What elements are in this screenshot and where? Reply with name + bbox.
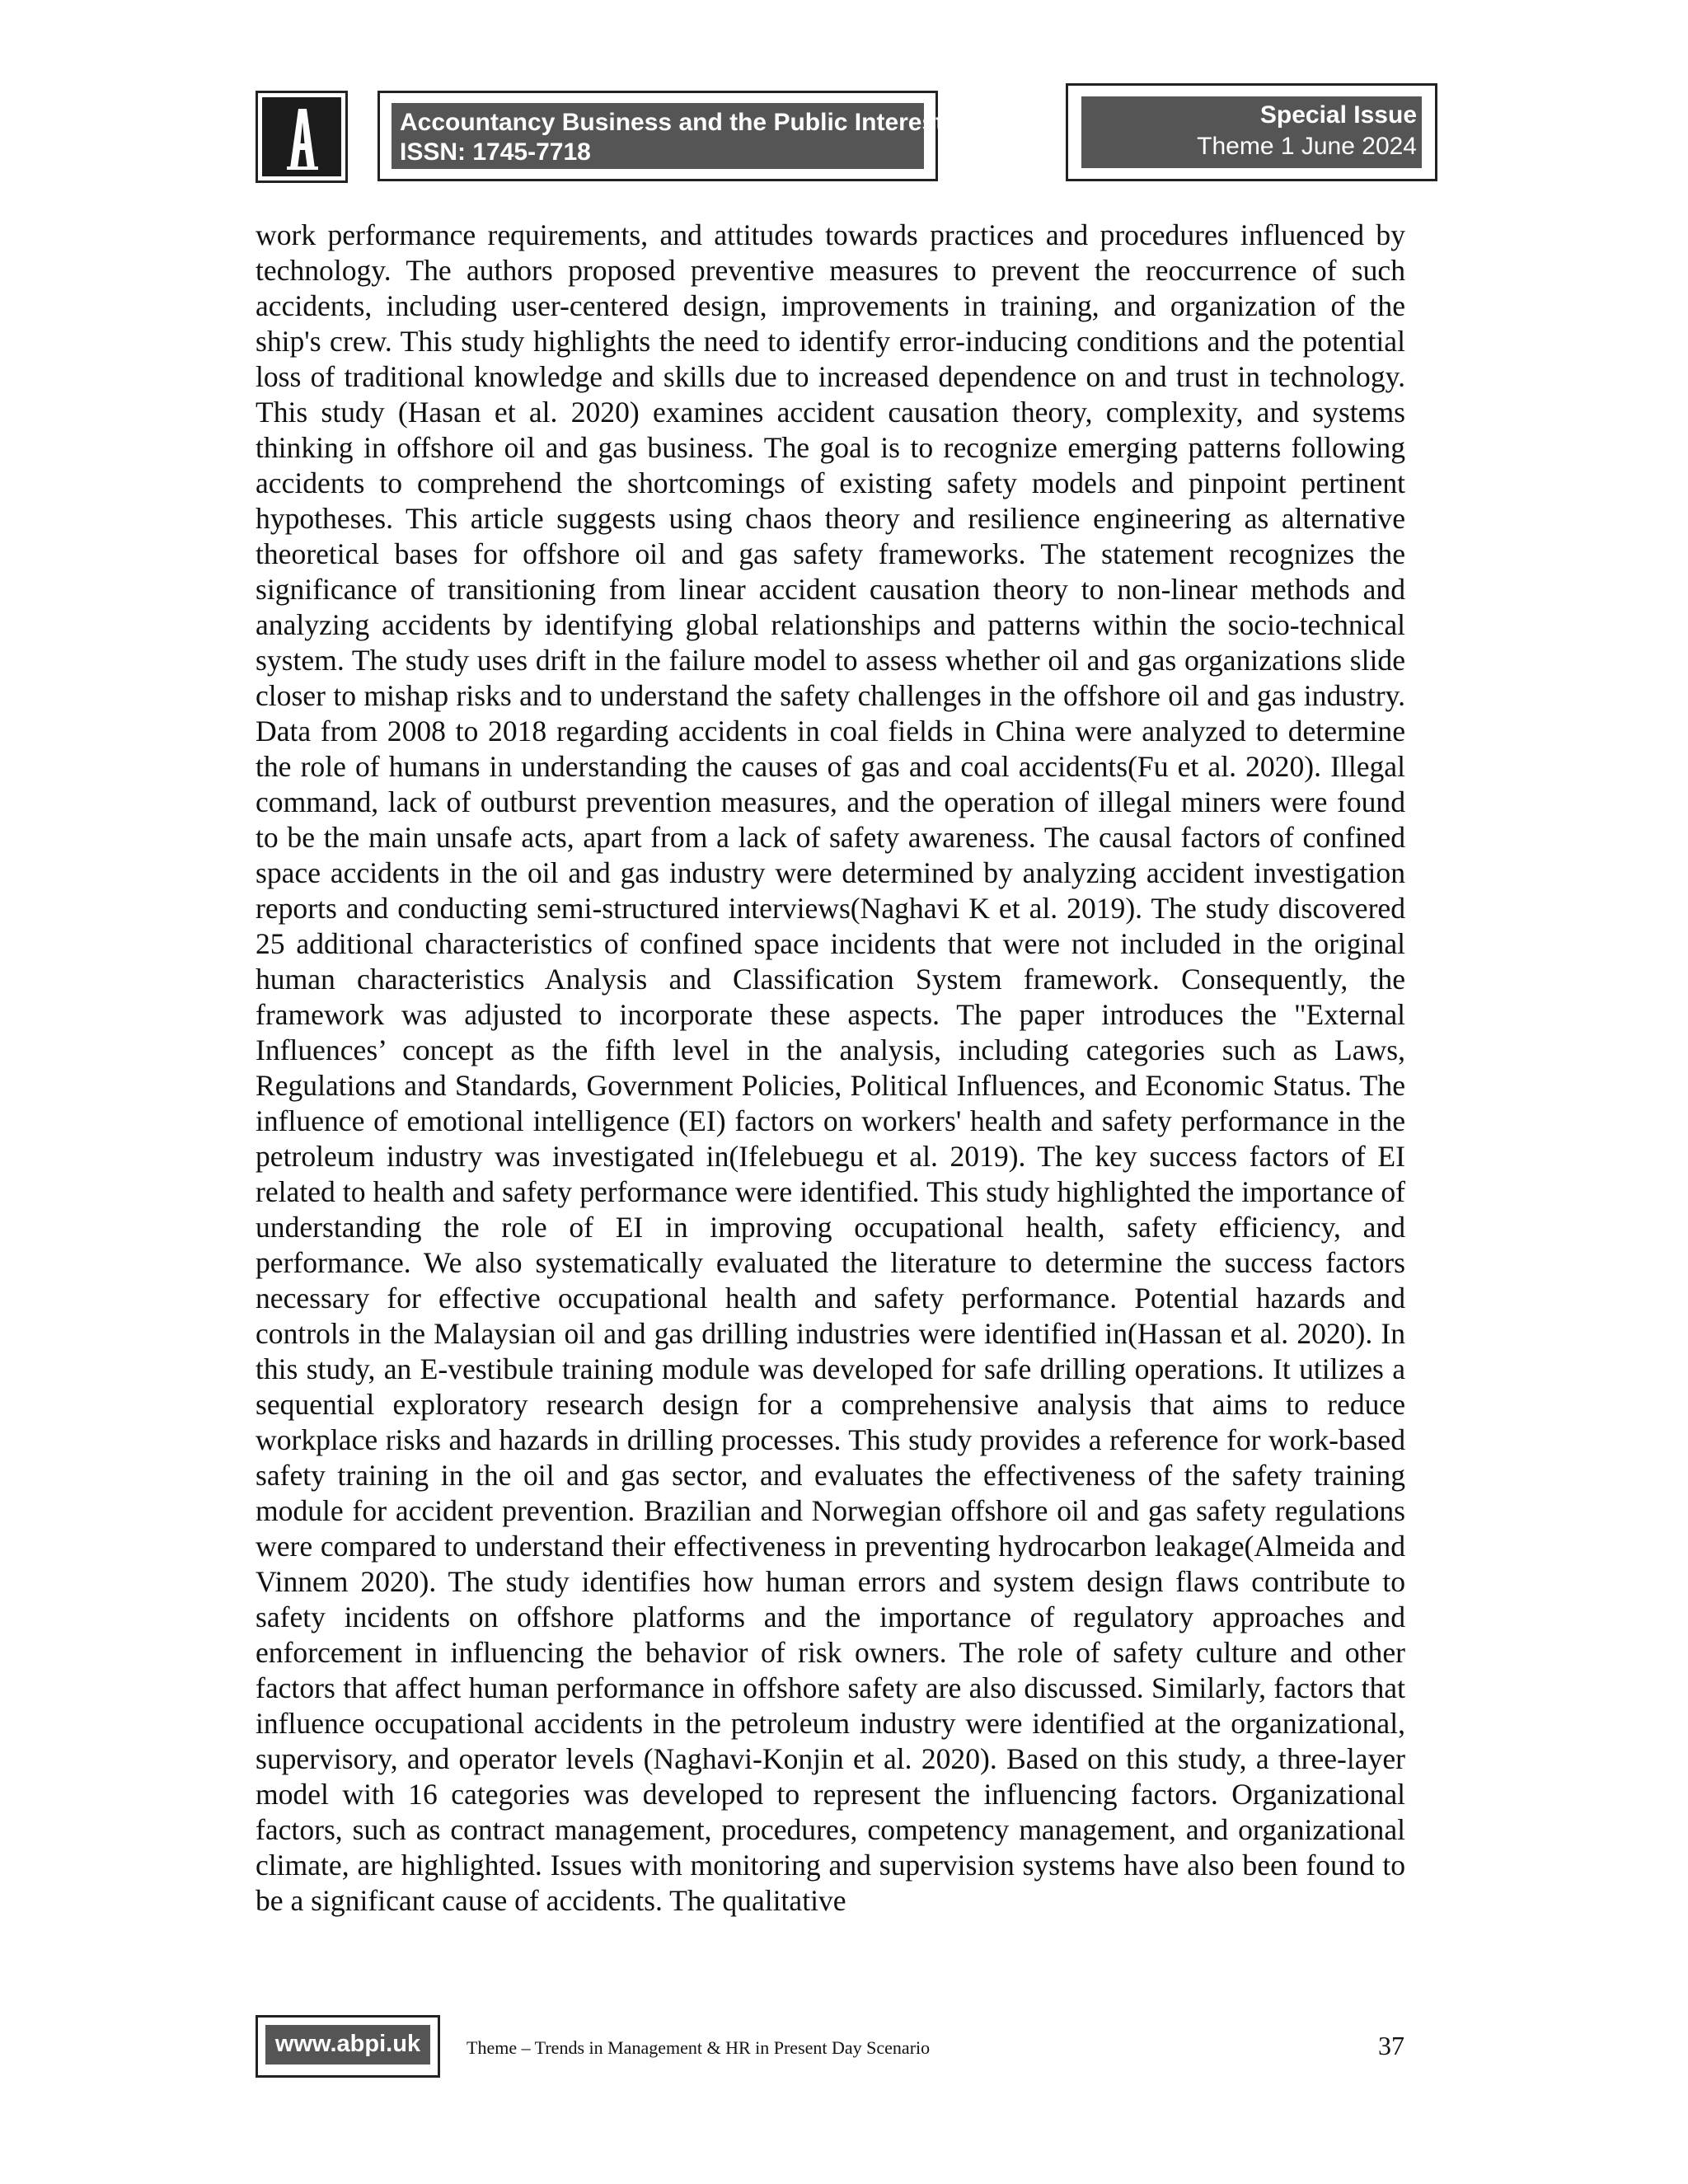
website-badge: [256, 2015, 440, 2078]
journal-title-box: [377, 91, 945, 181]
issue-info-box: [1066, 83, 1437, 181]
journal-logo: [256, 91, 348, 183]
article-body: [256, 218, 1405, 1919]
website-link[interactable]: www.abpi.uk: [265, 2025, 430, 2064]
body-paragraph: work performance requirements, and attitudes towards practices and procedures influenced by technology. The authors proposed preventive measures to prevent the reoccurrence of such accidents, including user-centered design, improvements in training, and organization of the ship's crew. This study highlights the need to identify error-inducing conditions and the potential loss of traditional knowledge and skills due to increased dependence on and trust in technology. This study (Hasan et al. 2020) examines accident causation theory, complexity, and systems thinking in offshore oil and gas business. The goal is to recognize emerging patterns following accidents to comprehend the shortcomings of existing safety models and pinpoint pertinent hypotheses. This article suggests using chaos theory and resilience engineering as alternative theoretical bases for offshore oil and gas safety frameworks. The statement recognizes the significance of transitioning from linear accident causation theory to non-linear methods and analyzing accidents by identifying global relationships and patterns within the socio-technical system. The study uses drift in the failure model to assess whether oil and gas organizations slide closer to mishap risks and to understand the safety challenges in the offshore oil and gas industry. Data from 2008 to 2018 regarding accidents in coal fields in China were analyzed to determine the role of humans in understanding the causes of gas and coal accidents(Fu et al. 2020). Illegal command, lack of outburst prevention measures, and the operation of illegal miners were found to be the main unsafe acts, apart from a lack of safety awareness. The causal factors of confined space accidents in the oil and gas industry were determined by analyzing accident investigation reports and conducting semi-structured interviews(Naghavi K et al. 2019). The study discovered 25 additional characteristics of confined space incidents that were not included in the original human characteristics Analysis and Classification System framework. Consequently, the framework was adjusted to incorporate these aspects. The paper introduces the "External Influences’ concept as the fifth level in the analysis, including categories such as Laws, Regulations and Standards, Government Policies, Political Influences, and Economic Status. The influence of emotional intelligence (EI) factors on workers' health and safety performance in the petroleum industry was investigated in(Ifelebuegu et al. 2019). The key success factors of EI related to health and safety performance were identified. This study highlighted the importance of understanding the role of EI in improving occupational health, safety efficiency, and performance. We also systematically evaluated the literature to determine the success factors necessary for effective occupational health and safety performance. Potential hazards and controls in the Malaysian oil and gas drilling industries were identified in(Hassan et al. 2020). In this study, an E-vestibule training module was developed for safe drilling operations. It utilizes a sequential exploratory research design for a comprehensive analysis that aims to reduce workplace risks and hazards in drilling processes. This study provides a reference for work-based safety training in the oil and gas sector, and evaluates the effectiveness of the safety training module for accident prevention. Brazilian and Norwegian offshore oil and gas safety regulations were compared to understand their effectiveness in preventing hydrocarbon leakage(Almeida and Vinnem 2020). The study identifies how human errors and system design flaws contribute to safety incidents on offshore platforms and the importance of regulatory approaches and enforcement in influencing the behavior of risk owners. The role of safety culture and other factors that affect human performance in offshore safety are also discussed. Similarly, factors that influence occupational accidents in the petroleum industry were identified at the organizational, supervisory, and operator levels (Naghavi-Konjin et al. 2020). Based on this study, a three-layer model with 16 categories was developed to represent the influencing factors. Organizational factors, such as contract management, procedures, competency management, and organizational climate, are highlighted. Issues with monitoring and supervision systems have also been found to be a significant cause of accidents. The qualitative: [256, 218, 1405, 1917]
theme-date-label: Theme 1 June 2024: [1197, 133, 1417, 160]
special-issue-label: Special Issue: [1259, 101, 1417, 129]
footer-theme: Theme – Trends in Management & HR in Present Day Scenario: [467, 2037, 931, 2058]
page-number: 37: [1378, 2031, 1404, 2060]
journal-name: Accountancy Business and the Public Interest: [400, 109, 945, 136]
letter-a-logo-icon: [262, 97, 341, 176]
journal-issn: ISSN: 1745-7718: [400, 138, 591, 166]
